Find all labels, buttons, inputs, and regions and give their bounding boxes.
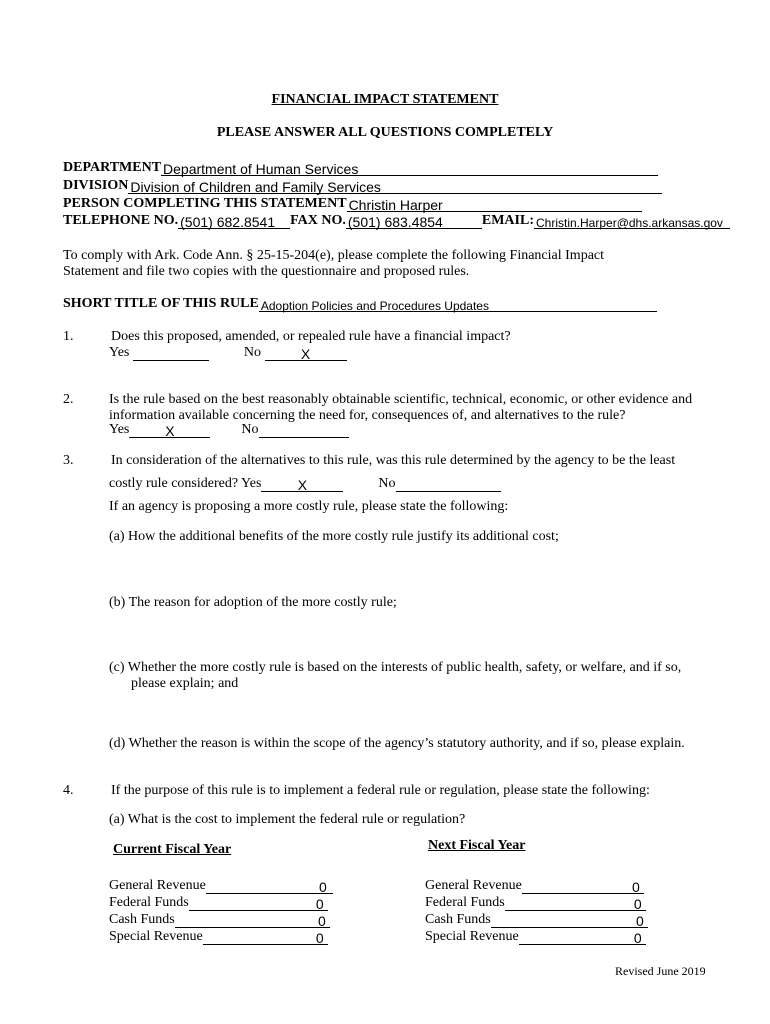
- person-field[interactable]: [347, 196, 642, 212]
- q2-yes-label: Yes: [109, 422, 130, 437]
- q3-no-label: No: [378, 476, 396, 491]
- q1-no-field[interactable]: [265, 345, 347, 361]
- person-label: PERSON COMPLETING THIS STATEMENT: [63, 196, 347, 211]
- q2-text: [109, 392, 692, 424]
- division-row: [63, 178, 662, 194]
- fax-value: (501) 683.4854: [347, 214, 443, 230]
- q4-item-a: (a) What is the cost to implement the federal rule or regulation?: [109, 812, 466, 827]
- email-label: EMAIL:: [481, 213, 534, 228]
- email-field[interactable]: [534, 213, 730, 229]
- revision-footer: Revised June 2019: [615, 964, 706, 978]
- intro-line-1: To comply with Ark. Code Ann. § 25-15-204(e), please complete the following Financial Impact: [63, 248, 605, 263]
- q3-item-c: [109, 660, 681, 692]
- q4-number: 4.: [63, 783, 74, 798]
- q4-text: If the purpose of this rule is to implement a federal rule or regulation, please state the following:: [111, 783, 650, 798]
- department-label: DEPARTMENT: [63, 160, 162, 175]
- q1-no-label: No: [243, 345, 261, 360]
- short-title-label: SHORT TITLE OF THIS RULE: [63, 296, 259, 311]
- current-federal-funds-field[interactable]: 0: [189, 895, 328, 911]
- telephone-label: TELEPHONE NO.: [63, 213, 179, 228]
- email-value: Christin.Harper@dhs.arkansas.gov: [536, 216, 723, 230]
- next-special-revenue-row: Special Revenue 0: [425, 928, 648, 945]
- q1-text: Does this proposed, amended, or repealed rule have a financial impact?: [111, 329, 511, 344]
- next-federal-funds-row: Federal Funds 0: [425, 894, 648, 911]
- q3-number: 3.: [63, 453, 74, 468]
- next-general-revenue-field[interactable]: 0: [522, 878, 644, 894]
- q3-item-c-line-1: (c) Whether the more costly rule is based on the interests of public health, safety, or welfare, and if so,: [109, 660, 682, 675]
- division-label: DIVISION: [63, 178, 129, 193]
- q3-yes-field[interactable]: [261, 476, 343, 492]
- q2-no-label: No: [241, 422, 259, 437]
- q1-yes-label: Yes: [109, 345, 130, 360]
- q3-no-field[interactable]: [396, 476, 501, 492]
- current-cash-funds-row: Cash Funds 0: [109, 911, 333, 928]
- current-federal-funds-row: Federal Funds 0: [109, 894, 333, 911]
- division-value: Division of Children and Family Services: [130, 179, 381, 195]
- page-subtitle: PLEASE ANSWER ALL QUESTIONS COMPLETELY: [216, 125, 554, 140]
- page-title: FINANCIAL IMPACT STATEMENT: [271, 92, 499, 107]
- q2-yes-field[interactable]: [129, 422, 210, 438]
- fax-field[interactable]: [346, 213, 482, 229]
- q1-yes-field[interactable]: [133, 345, 209, 361]
- next-federal-funds-field[interactable]: 0: [505, 895, 646, 911]
- q2-yes-value: X: [165, 423, 175, 439]
- q2-no-field[interactable]: [259, 422, 349, 438]
- person-row: [63, 196, 642, 212]
- q3-item-c-line-2: please explain; and: [131, 676, 239, 691]
- q1-no-value: X: [300, 346, 311, 362]
- telephone-field[interactable]: [178, 213, 290, 229]
- current-general-revenue-field[interactable]: 0: [206, 878, 333, 894]
- current-special-revenue-row: Special Revenue 0: [109, 928, 333, 945]
- next-fiscal-year-list: [425, 877, 648, 945]
- department-field[interactable]: [161, 160, 658, 176]
- department-value: Department of Human Services: [163, 161, 359, 177]
- short-title-row: [63, 296, 657, 312]
- division-field[interactable]: [128, 178, 662, 194]
- next-cash-funds-row: Cash Funds 0: [425, 911, 648, 928]
- next-cash-funds-field[interactable]: 0: [491, 912, 648, 928]
- q3-yes-value: X: [297, 477, 308, 493]
- short-title-field[interactable]: [259, 296, 657, 312]
- current-special-revenue-field[interactable]: 0: [203, 929, 328, 945]
- q3-answers: [109, 476, 501, 492]
- q2-answers: [109, 422, 349, 438]
- q2-line-2: information available concerning the need for, consequences of, and alternatives to the rule?: [109, 408, 626, 423]
- current-fiscal-year-heading: Current Fiscal Year: [113, 842, 232, 857]
- telephone-value: (501) 682.8541: [180, 214, 276, 230]
- current-cash-funds-field[interactable]: 0: [175, 912, 330, 928]
- q3-yes-label: Yes: [241, 476, 262, 491]
- next-fiscal-year-heading: Next Fiscal Year: [428, 838, 526, 853]
- q3-line-1: In consideration of the alternatives to this rule, was this rule determined by the agency to be the least: [111, 453, 676, 468]
- current-fiscal-year-list: [109, 877, 333, 945]
- contact-row: [63, 213, 730, 229]
- next-general-revenue-row: General Revenue 0: [425, 877, 648, 894]
- department-row: [63, 160, 658, 176]
- q1-number: 1.: [63, 329, 74, 344]
- q1-answers: [109, 345, 347, 361]
- q2-line-1: Is the rule based on the best reasonably obtainable scientific, technical, economic, or other evidence and: [109, 392, 693, 407]
- fax-label: FAX NO.: [290, 213, 346, 228]
- q3-line-3: If an agency is proposing a more costly rule, please state the following:: [109, 499, 509, 514]
- intro-line-2: Statement and file two copies with the questionnaire and proposed rules.: [63, 264, 470, 279]
- short-title-value: Adoption Policies and Procedures Updates: [260, 299, 489, 313]
- next-special-revenue-field[interactable]: 0: [519, 929, 646, 945]
- q3-line-2: costly rule considered?: [109, 476, 239, 491]
- q2-number: 2.: [63, 392, 74, 407]
- person-value: Christin Harper: [348, 197, 443, 213]
- q3-item-b: (b) The reason for adoption of the more costly rule;: [109, 595, 397, 610]
- q3-item-d: (d) Whether the reason is within the scope of the agency’s statutory authority, and if so, please explain.: [109, 736, 685, 751]
- q3-item-a: (a) How the additional benefits of the more costly rule justify its additional cost;: [109, 529, 559, 544]
- current-general-revenue-row: General Revenue 0: [109, 877, 333, 894]
- intro-paragraph: [63, 248, 604, 280]
